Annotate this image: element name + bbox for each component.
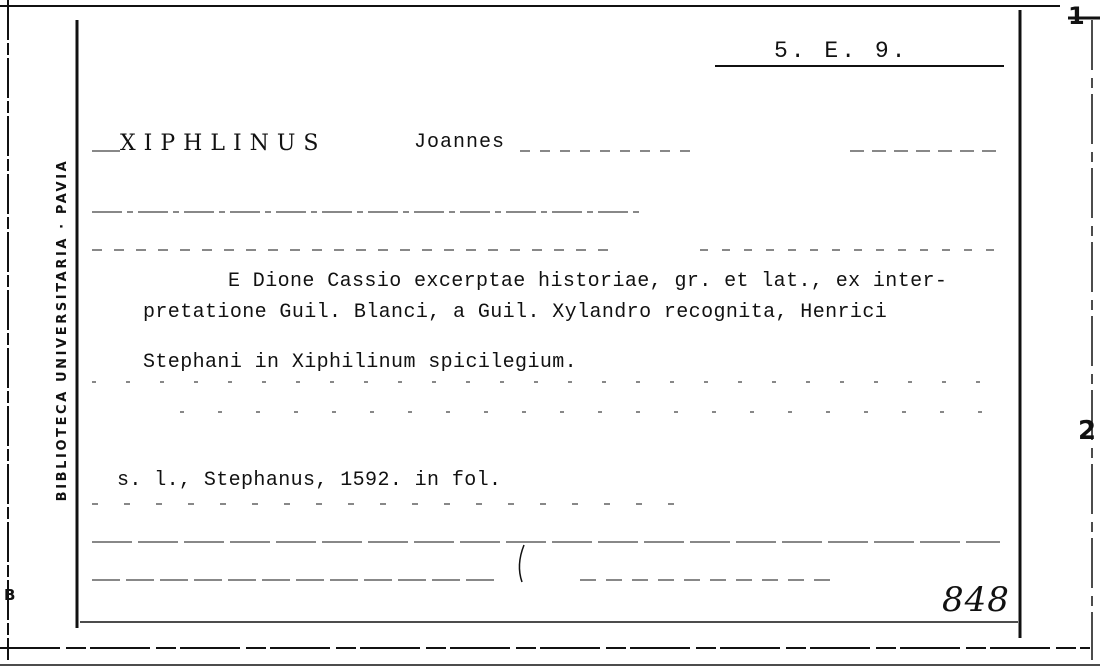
corner-mark-right: 2 [1078,416,1097,446]
title-line-3: Stephani in Xiphilinum spicilegium. [143,351,578,374]
author-forename: Joannes [414,131,506,154]
title-line-1: E Dione Cassio excerptae historiae, gr. et lat., ex inter- [228,270,948,293]
faint-ruling [80,151,1018,622]
author-surname: XIPHLINUS [120,131,327,156]
corner-mark-left: B [4,586,16,604]
title-line-2: pretatione Guil. Blanci, a Guil. Xylandro recognita, Henrici [143,301,888,324]
handwritten-number: 848 [942,580,1010,620]
corner-mark-top-right: 1 [1068,2,1085,30]
imprint-line: s. l., Stephanus, 1592. in fol. [117,469,502,492]
shelfmark: 5. E. 9. [774,38,909,64]
library-stamp: BIBLIOTECA UNIVERSITARIA · PAVIA [55,158,70,502]
pencil-mark [519,545,524,582]
